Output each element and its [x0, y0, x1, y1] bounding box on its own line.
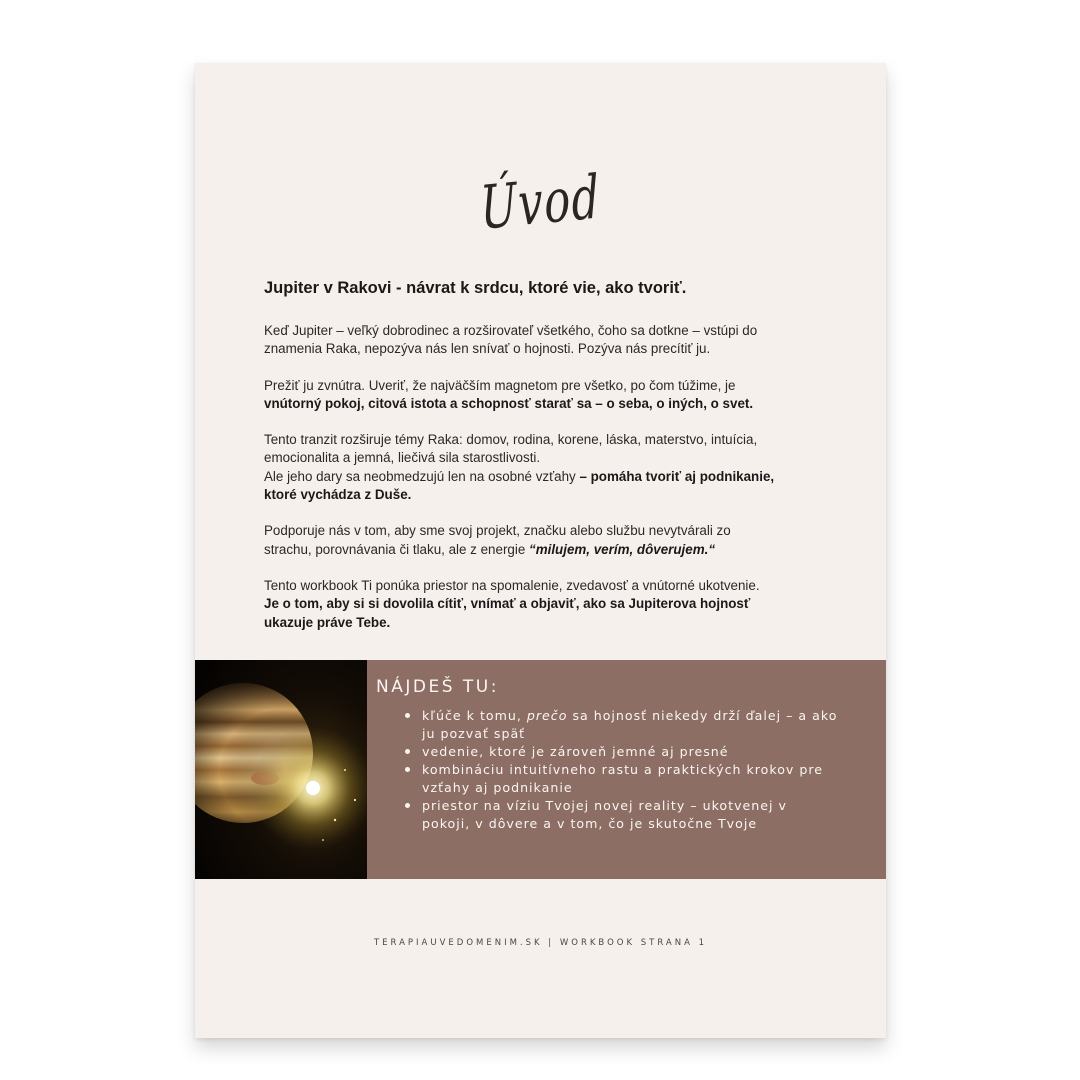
paragraph-3 [264, 431, 824, 504]
list-item-line: priestor na víziu Tvojej novej reality – ukotvenej v [422, 798, 787, 813]
list-text-italic: prečo [526, 708, 568, 723]
paragraph-line-bold: vnútorný pokoj, citová istota a schopnosť starať sa – o seba, o iných, o svet. [264, 395, 754, 411]
paragraph-line: Keď Jupiter – veľký dobrodinec a rozširovateľ všetkého, čoho sa dotkne – vstúpi do [264, 323, 758, 338]
paragraph-line [264, 541, 824, 559]
list-text: sa hojnosť niekedy drží ďalej – a ako [567, 708, 838, 723]
paragraph-text: strachu, porovnávania či tlaku, ale z energie [264, 541, 529, 557]
jupiter-illustration [195, 660, 367, 879]
page-title: Úvod [478, 162, 603, 244]
list-text: kľúče k tomu, [422, 708, 527, 723]
paragraph-text-bold-italic: “milujem, verím, dôverujem.“ [529, 541, 716, 557]
list-item-line: ju pozvať späť [422, 726, 526, 741]
list-item [422, 743, 876, 761]
paragraph-line: Prežiť ju zvnútra. Uveriť, že najväčším magnetom pre všetko, po čom túžime, je [264, 377, 736, 393]
paragraph-2 [264, 377, 824, 414]
list-item-line: vzťahy aj podnikanie [422, 780, 573, 795]
list-item-line: pokoji, v dôvere a v tom, čo je skutočne Tvoje [422, 816, 758, 831]
list-item [422, 797, 876, 833]
intro-content [264, 277, 824, 650]
paragraph-line-bold: Je o tom, aby si si dovolila cítiť, vnímať a objaviť, ako sa Jupiterova hojnosť [264, 596, 751, 612]
paragraph-line-bold: ukazuje práve Tebe. [264, 614, 391, 630]
list-item [422, 707, 876, 743]
highlights-heading: NÁJDEŠ TU: [376, 677, 499, 697]
paragraph-line: Tento workbook Ti ponúka priestor na spomalenie, zvedavosť a vnútorné ukotvenie. [264, 577, 760, 593]
list-item-line: kombináciu intuitívneho rastu a praktických krokov pre [422, 762, 824, 777]
paragraph-line: emocionalita a jemná, liečivá sila starostlivosti. [264, 450, 541, 466]
paragraph-line: Podporuje nás v tom, aby sme svoj projekt, značku alebo službu nevytvárali zo [264, 523, 731, 539]
paragraph-4 [264, 522, 824, 559]
list-item-line [422, 707, 876, 725]
workbook-page [195, 63, 886, 1038]
highlights-band [195, 660, 886, 879]
subtitle: Jupiter v Rakovi - návrat k srdcu, ktoré vie, ako tvoriť. [264, 279, 687, 297]
list-item-line: vedenie, ktoré je zároveň jemné aj presné [422, 744, 729, 759]
paragraph-1 [264, 322, 824, 359]
list-item [422, 761, 876, 797]
paragraph-text: Ale jeho dary sa neobmedzujú len na osobné vzťahy [264, 468, 580, 484]
paragraph-5 [264, 577, 824, 632]
paragraph-line-bold: ktoré vychádza z Duše. [264, 487, 412, 503]
paragraph-text-bold: – pomáha tvoriť aj podnikanie, [579, 468, 775, 484]
paragraph-line: znamenia Raka, nepozýva nás len snívať o hojnosti. Pozýva nás precítiť ju. [264, 341, 711, 357]
highlights-text [376, 676, 876, 833]
paragraph-line [264, 468, 824, 486]
jupiter-planet-icon [195, 660, 367, 879]
paragraph-line: Tento tranzit rozširuje témy Raka: domov, rodina, korene, láska, materstvo, intuícia, [264, 432, 758, 448]
page-footer: TERAPIAUVEDOMENIM.SK | WORKBOOK STRANA 1 [373, 938, 708, 948]
highlights-list [376, 707, 876, 833]
